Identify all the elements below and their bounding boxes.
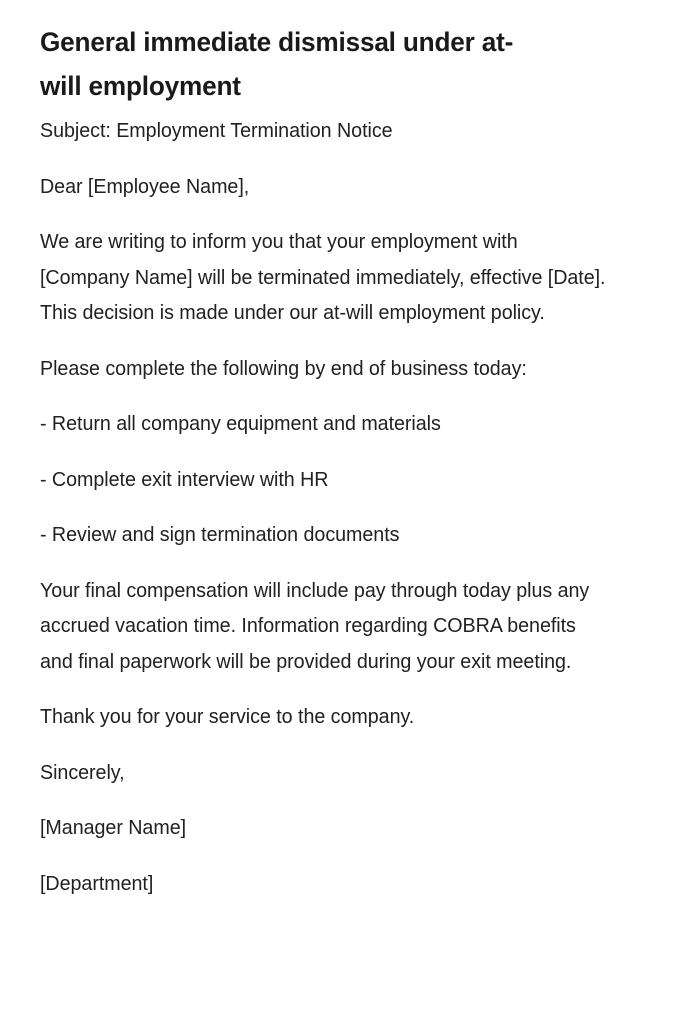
sign-off: Sincerely, xyxy=(40,761,125,784)
subject-line: Subject: Employment Termination Notice xyxy=(40,120,393,142)
page-title: General immediate dismissal under at-will employment xyxy=(40,27,514,101)
closing-thanks: Thank you for your service to the company. xyxy=(40,706,415,728)
letter-body xyxy=(40,114,620,902)
signature-department: [Department] xyxy=(40,872,154,895)
list-item: - Return all company equipment and materials xyxy=(40,413,441,435)
salutation: Dear [Employee Name], xyxy=(40,175,250,198)
signature-name: [Manager Name] xyxy=(40,817,187,839)
list-item: - Review and sign termination documents xyxy=(40,524,400,546)
opening-paragraph: We are writing to inform you that your employment with [Company Name] will be terminated immediately, effective [Date]. This decision is made under our at-will employment policy. xyxy=(40,231,606,324)
list-item: - Complete exit interview with HR xyxy=(40,468,329,491)
instructions-intro: Please complete the following by end of business today: xyxy=(40,357,527,380)
compensation-paragraph: Your final compensation will include pay through today plus any accrued vacation time. Information regarding COBRA benefits and final paperwork will be provided during your exit meeting. xyxy=(40,579,590,673)
